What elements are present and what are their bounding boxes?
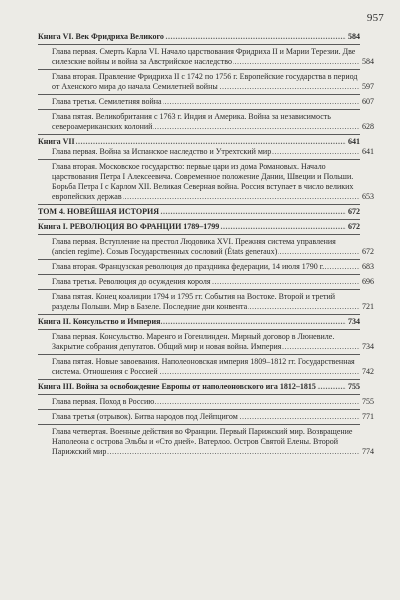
toc-entry — [38, 32, 360, 42]
toc-row-book-i — [38, 219, 360, 234]
toc-row — [38, 234, 374, 259]
entry-page: 734 — [362, 342, 374, 351]
toc-row — [38, 44, 374, 69]
entry-title: Глава первая. Вступление на престол Людовика XVI. Прежняя система управления (ancien regime). Созыв Государственных сословий (États generaux) — [52, 237, 336, 256]
entry-title: Глава пятая. Великобритания с 1763 г. Индия и Америка. Война за независимость североамериканских колоний — [52, 112, 331, 131]
entry-title: Глава пятая. Конец коалиции 1794 и 1795 гг. События на Востоке. Второй и третий разделы Польши. Мир в Базеле. Последние дни конвента — [52, 292, 336, 311]
entry-page: 721 — [362, 302, 374, 311]
entry-page: 771 — [362, 412, 374, 421]
entry-title: Глава третья (отрывок). Битва народов под Лейпцигом — [52, 412, 238, 421]
entry-page: 672 — [362, 247, 374, 256]
entry-title: Книга I. РЕВОЛЮЦИЯ ВО ФРАНЦИИ 1789–1799 — [38, 222, 220, 231]
entry-page: 672 — [348, 222, 360, 231]
toc-row-volume-4 — [38, 204, 360, 219]
toc-entry — [38, 332, 374, 352]
entry-title: ТОМ 4. НОВЕЙШАЯ ИСТОРИЯ — [38, 207, 160, 216]
entry-title: Глава первая. Консульство. Маренго и Гогенлинден. Мирный договор в Люневиле. Закрытие собрания депутатов. Общий мир и новая война. Империя — [52, 332, 335, 351]
page-number: 957 — [366, 12, 384, 24]
toc-row — [38, 274, 374, 289]
toc-entry — [38, 137, 360, 147]
toc-entry — [38, 162, 374, 202]
entry-title: Книга VII — [38, 137, 75, 146]
entry-page: 734 — [348, 317, 360, 326]
toc-row — [38, 159, 374, 204]
entry-title: Глава вторая. Французская революция до праздника федерации, 14 июля 1790 г. — [52, 262, 325, 271]
entry-page: 755 — [348, 382, 360, 391]
entry-title: Глава третья. Семилетняя война — [52, 97, 162, 106]
toc-row — [38, 354, 374, 379]
toc-row-book-ii — [38, 314, 360, 329]
toc-entry — [38, 237, 374, 257]
toc-row — [38, 109, 374, 134]
toc-row — [38, 69, 374, 94]
toc-entry — [38, 277, 374, 287]
entry-page: 584 — [348, 32, 360, 41]
toc-entry — [38, 222, 360, 232]
toc-entry — [38, 72, 374, 92]
toc-row — [38, 329, 374, 354]
toc-entry — [38, 317, 360, 327]
toc-row-book-iii — [38, 379, 360, 394]
toc-entry — [38, 112, 374, 132]
toc-entry — [38, 207, 360, 217]
toc-entry — [38, 412, 374, 422]
entry-page: 628 — [362, 122, 374, 131]
entry-page: 742 — [362, 367, 374, 376]
toc-entry — [38, 382, 360, 392]
toc-entry — [38, 292, 374, 312]
entry-page: 641 — [348, 137, 360, 146]
entry-title: Глава вторая. Московское государство: первые цари из дома Романовых. Начало царствования Петра I Алексеевича. Современное положение Дании, Швеции и Польши. Борьба Петра I с Карлом XII. Великая Северная война. Россия вступает в число великих европейских держав — [52, 162, 354, 201]
entry-title: Глава первая. Война за Испанское наследство и Утрехтский мир — [52, 147, 272, 156]
toc-row — [38, 289, 374, 314]
toc-row-book-vi — [38, 30, 360, 44]
toc-entry — [38, 357, 374, 377]
toc-row-book-vii — [38, 134, 374, 159]
entry-title: Книга II. Консульство и Империя — [38, 317, 161, 326]
entry-page: 597 — [362, 82, 374, 91]
entry-title: Глава пятая. Новые завоевания. Наполеоновская империя 1809–1812 гг. Государственная система. Отношения с Россией — [52, 357, 355, 376]
entry-title: Книга III. Война за освобождение Европы от наполеоновского ига 1812–1815 — [38, 382, 316, 391]
entry-page: 653 — [362, 192, 374, 201]
toc-entry — [38, 97, 374, 107]
toc-row — [38, 394, 374, 409]
entry-page: 584 — [362, 57, 374, 66]
entry-title: Книга VI. Век Фридриха Великого — [38, 32, 164, 41]
entry-page: 607 — [362, 97, 374, 106]
entry-title: Глава четвертая. Военные действия во Франции. Первый Парижский мир. Возвращение Наполеона с острова Эльбы и «Сто дней». Ватерлоо. Остров Святой Елены. Второй Парижский мир — [52, 427, 353, 456]
toc-entry — [38, 427, 374, 457]
entry-title: Глава первая. Смерть Карла VI. Начало царствования Фридриха II и Марии Терезии. Две силезские войны и война за Австрийское наследство — [52, 47, 356, 66]
entry-page: 641 — [362, 147, 374, 156]
entry-title: Глава третья. Революция до осуждения короля — [52, 277, 211, 286]
entry-page: 755 — [362, 397, 374, 406]
toc-row — [38, 424, 374, 459]
entry-page: 683 — [362, 262, 374, 271]
entry-title: Глава вторая. Правление Фридриха II с 1742 по 1756 г. Европейские государства в период от Ахенского мира до начала Семилетней войны — [52, 72, 358, 91]
toc-row — [38, 409, 374, 424]
table-of-contents — [38, 30, 374, 459]
entry-page: 672 — [348, 207, 360, 216]
entry-page: 696 — [362, 277, 374, 286]
toc-entry — [38, 262, 374, 272]
entry-title: Глава первая. Поход в Россию — [52, 397, 155, 406]
toc-row — [38, 94, 374, 109]
entry-page: 774 — [362, 447, 374, 456]
toc-entry — [38, 147, 374, 157]
toc-entry — [38, 47, 374, 67]
toc-row — [38, 259, 374, 274]
toc-entry — [38, 397, 374, 407]
